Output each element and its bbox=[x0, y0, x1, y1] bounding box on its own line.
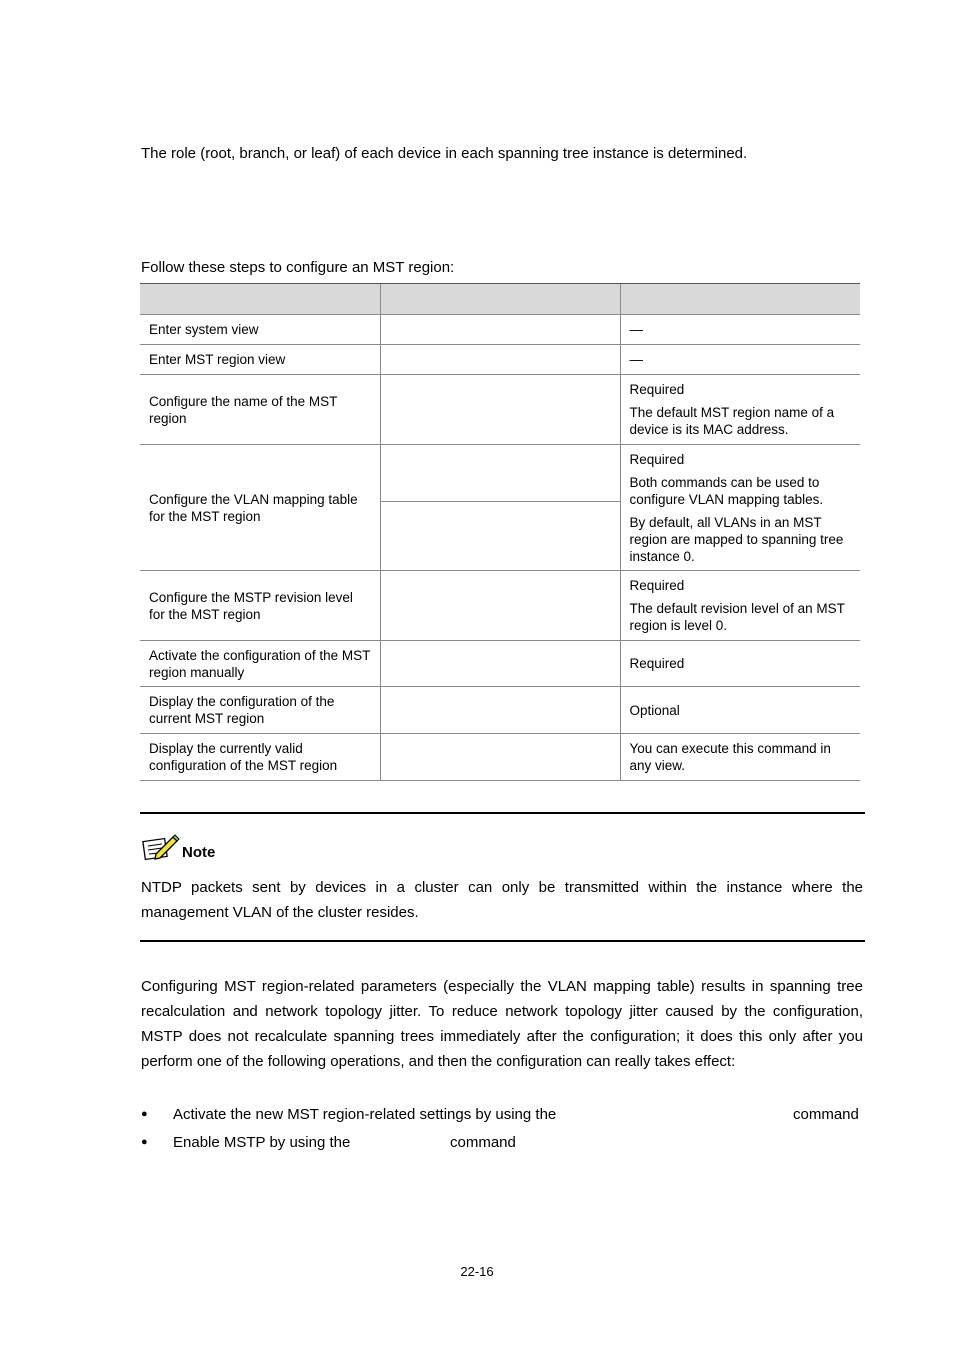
note-title: Note bbox=[182, 844, 216, 861]
command-cell bbox=[380, 375, 620, 445]
command-cell bbox=[380, 571, 620, 641]
page-number: 22-16 bbox=[460, 1264, 494, 1279]
remark-required: Required bbox=[629, 451, 685, 467]
bullet-icon: ● bbox=[141, 1108, 148, 1120]
table-row bbox=[140, 445, 860, 571]
remark-detail: The default MST region name of a device is its MAC address. bbox=[629, 405, 835, 437]
command-cell bbox=[380, 345, 620, 375]
table-row bbox=[140, 571, 860, 641]
remark-detail: The default revision level of an MST region is level 0. bbox=[629, 601, 845, 633]
remarks-cell bbox=[620, 445, 860, 571]
operation-cell: Display the currently valid configuration of the MST region bbox=[140, 734, 380, 781]
table-row bbox=[140, 315, 860, 345]
body-paragraph: Configuring MST region-related parameters (especially the VLAN mapping table) results in spanning tree recalculation and network topology jitter. To reduce network topology jitter caused by the configuration, MSTP does not recalculate spanning trees immediately after the configuration; it does this only after you perform one of the following operations, and then the configuration can really takes effect: bbox=[141, 978, 863, 1070]
bullet-text: Enable MSTP by using the bbox=[173, 1134, 351, 1151]
note-text: NTDP packets sent by devices in a cluster can only be transmitted within the instance where the management VLAN of the cluster resides. bbox=[141, 879, 863, 921]
remark-detail: By default, all VLANs in an MST region are mapped to spanning tree instance 0. bbox=[629, 514, 844, 564]
operation-cell: Configure the VLAN mapping table for the MST region bbox=[140, 445, 380, 571]
header-remarks bbox=[620, 284, 860, 315]
operation-cell: Display the configuration of the current MST region bbox=[140, 687, 380, 734]
remarks-cell: — bbox=[620, 345, 860, 375]
table-row bbox=[140, 641, 860, 687]
remarks-cell bbox=[620, 571, 860, 641]
remarks-cell: — bbox=[620, 315, 860, 345]
intro-sentence: The role (root, branch, or leaf) of each device in each spanning tree instance is determined. bbox=[141, 145, 748, 162]
bullet-text-suffix: command bbox=[450, 1134, 516, 1151]
operation-cell: Activate the configuration of the MST region manually bbox=[140, 641, 380, 687]
header-command bbox=[380, 284, 620, 315]
operation-cell: Configure the name of the MST region bbox=[140, 375, 380, 445]
bullet-icon: ● bbox=[141, 1136, 148, 1148]
command-cell bbox=[380, 734, 620, 781]
remarks-cell bbox=[620, 375, 860, 445]
remarks-cell: Required bbox=[620, 641, 860, 687]
header-operation bbox=[140, 284, 380, 315]
remarks-cell: Optional bbox=[620, 687, 860, 734]
command-cell bbox=[380, 641, 620, 687]
operation-cell: Enter MST region view bbox=[140, 345, 380, 375]
bullet-text: Activate the new MST region-related settings by using the bbox=[173, 1106, 557, 1123]
remark-required: Required bbox=[629, 382, 685, 397]
remark-detail: Both commands can be used to configure VLAN mapping tables. bbox=[629, 474, 824, 507]
table-row bbox=[140, 375, 860, 445]
table-header-row bbox=[140, 284, 860, 315]
steps-intro: Follow these steps to configure an MST region: bbox=[141, 259, 455, 276]
config-steps-table bbox=[140, 283, 860, 781]
command-cell bbox=[380, 445, 620, 571]
table-row bbox=[140, 687, 860, 734]
note-top-rule bbox=[140, 812, 865, 814]
remarks-cell: You can execute this command in any view. bbox=[620, 734, 860, 781]
bullet-text-suffix: command bbox=[793, 1106, 859, 1123]
command-cell bbox=[380, 315, 620, 345]
table-row bbox=[140, 734, 860, 781]
remark-required: Required bbox=[629, 578, 685, 593]
command-cell-divider bbox=[380, 501, 620, 502]
operation-cell: Configure the MSTP revision level for the MST region bbox=[140, 571, 380, 641]
operation-cell: Enter system view bbox=[140, 315, 380, 345]
table-row bbox=[140, 345, 860, 375]
note-pencil-icon bbox=[142, 832, 180, 862]
command-cell bbox=[380, 687, 620, 734]
note-bottom-rule bbox=[140, 940, 865, 942]
